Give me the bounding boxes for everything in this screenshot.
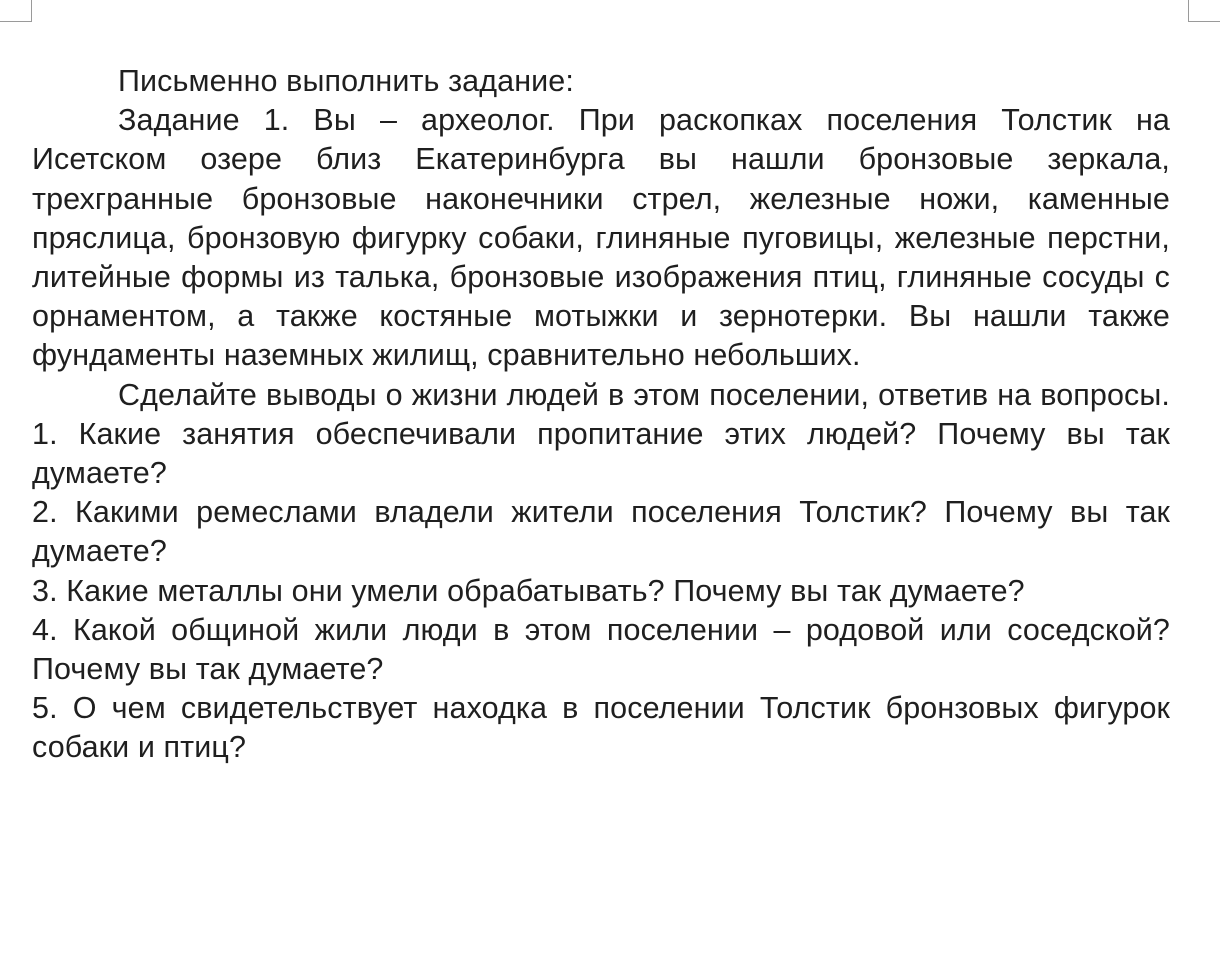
question-item: 2. Какими ремеслами владели жители поселения Толстик? Почему вы так думаете? xyxy=(32,495,1170,569)
page-corner-mark-left xyxy=(0,0,32,22)
page-corner-mark-right xyxy=(1188,0,1220,22)
question-item: 3. Какие металлы они умели обрабатывать? Почему вы так думаете? xyxy=(32,573,1025,608)
task-instruction: Сделайте выводы о жизни людей в этом поселении, ответив на вопросы. 1. Какие занятия обеспечивали пропитание этих людей? Почему вы так думаете? xyxy=(32,377,1170,491)
task-heading: Письменно выполнить задание: xyxy=(118,64,574,98)
document-body xyxy=(32,62,1170,768)
question-item: 4. Какой общиной жили люди в этом поселении – родовой или соседской? Почему вы так думаете? xyxy=(32,612,1170,687)
task-description: Задание 1. Вы – археолог. При раскопках поселения Толстик на Исетском озере близ Екатеринбурга вы нашли бронзовые зеркала, трехгранные бронзовые наконечники стрел, железные ножи, каменные пряслица, бронзовую фигурку собаки, глиняные пуговицы, железные перстни, литейные формы из талька, бронзовые изображения птиц, глиняные сосуды с орнаментом, а также костяные мотыжки и зернотерки. Вы нашли также фундаменты наземных жилищ, сравнительно небольших. xyxy=(32,103,1170,373)
question-item: 5. О чем свидетельствует находка в поселении Толстик бронзовых фигурок собаки и птиц? xyxy=(32,691,1170,765)
